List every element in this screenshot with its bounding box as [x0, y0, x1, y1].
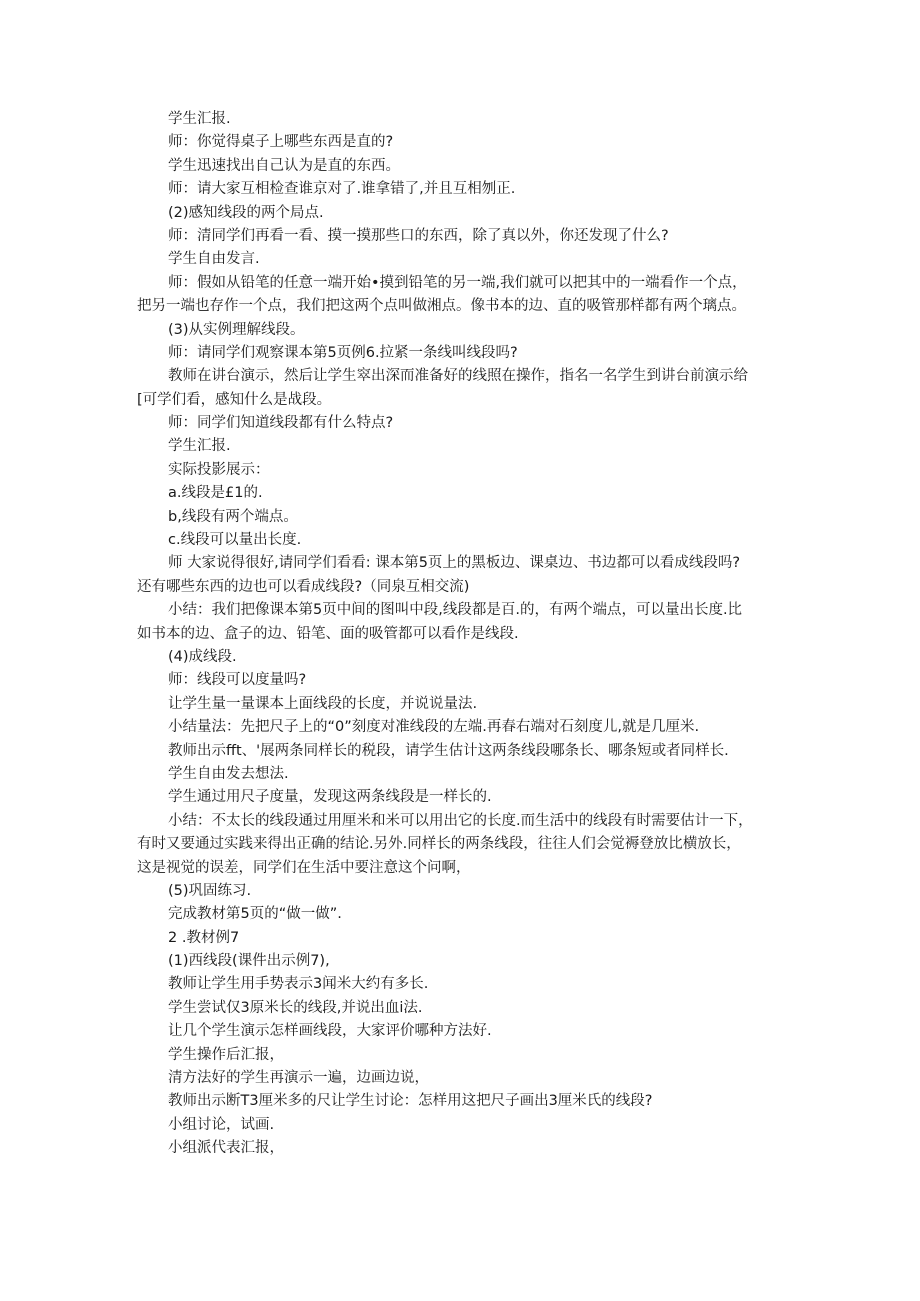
text-line: 如书本的边、盒子的边、铅笔、面的吸管都可以看作是线段.	[137, 625, 519, 642]
text-line: 师：清同学们再看一看、摸一摸那些口的东西，除了真以外，你还发现了什么?	[168, 227, 669, 244]
text-line: 小组讨论，试画.	[168, 1116, 275, 1133]
text-line: 师：同学们知道线段都有什么特点?	[168, 415, 394, 432]
document-body	[137, 108, 787, 1161]
text-line: 师：你觉得桌子上哪些东西是直的?	[168, 134, 394, 151]
text-line: 教师在讲台演示，然后让学生窣出深而准备好的线照在操作，指名一名学生到讲台前演示给	[168, 368, 748, 385]
text-line: (4)成线段.	[168, 648, 237, 665]
text-line: 2 .教材例7	[168, 929, 240, 946]
text-line: (3)从实例理解线段。	[168, 321, 305, 338]
text-line: 学生尝试仅3原米长的线段,并说出血i法.	[168, 999, 423, 1016]
text-line: 学生通过用尺子度量，发现这两条线段是一样长的.	[168, 789, 492, 806]
text-line: 完成教材第5页的“做一做”.	[168, 906, 342, 923]
text-line: 小结量法：先把尺子上的“0”刻度对准线段的左端.再春右端对石刻度儿,就是几厘米.	[168, 719, 700, 736]
text-line: 学生迅速找出自己认为是直的东西。	[168, 157, 400, 174]
text-line: 小结：不太长的线段通过用厘米和米可以用出它的长度.而生活中的线段有时需要估计一下，	[168, 812, 753, 829]
text-line: 师：请大家互相检查谁京对了.谁拿错了,并且互相刎正.	[168, 181, 516, 198]
text-line: 师：线段可以度量吗?	[168, 672, 307, 689]
text-line: 学生自由发言.	[168, 251, 260, 268]
text-line: 教师出示fft、'展两条同样长的税段，请学生估计这两条线段哪条长、哪条短或者同样长.	[168, 742, 729, 759]
text-line: (5)巩固练习.	[168, 882, 252, 899]
text-line: 小结：我们把像课本第5页中间的图叫中段,线段都是百.的，有两个端点，可以量出长度.比	[168, 602, 743, 619]
text-line: 学生操作后汇报，	[168, 1046, 284, 1063]
text-line: a.线段是£1的.	[168, 485, 263, 502]
text-line: (2)感知线段的两个局点.	[168, 204, 324, 221]
text-line: 让几个学生演示怎样画线段，大家评价哪种方法好.	[168, 1023, 492, 1040]
text-line: 师：假如从铅笔的任意一端开始•摸到铅笔的另一端,我们就可以把其中的一端看作一个点，	[168, 274, 747, 291]
text-line: 学生汇报.	[168, 438, 231, 455]
text-line: 小组派代表汇报，	[168, 1140, 284, 1157]
text-line: 实际投影展示：	[168, 461, 270, 478]
text-line: (1)西线段(课件出示例7),	[168, 953, 330, 970]
text-line: 教师出示断T3厘米多的尺让学生讨论：怎样用这把尺子画出3厘米氏的线段?	[168, 1093, 653, 1110]
text-line: 学生自由发去想法.	[168, 765, 289, 782]
text-line: b,线段有两个端点。	[168, 508, 298, 525]
text-line: 教师让学生用手势表示3闻米大约有多长.	[168, 976, 429, 993]
text-line: [可学们看，感知什么是战段。	[137, 391, 332, 408]
text-line: 还有哪些东西的边也可以看成线段?（同泉互相交流)	[137, 578, 470, 595]
text-line: 这是视觉的误差，同学们在生活中要注意这个问啊，	[137, 859, 471, 876]
text-line: 师 大家说得很好,请同学们看看: 课本第5页上的黑板边、课桌边、书边都可以看成线段吗?	[168, 555, 741, 572]
text-line: 把另一端也存作一个点，我们把这两个点叫做湘点。像书本的边、直的吸管那样都有两个璃点。	[137, 298, 746, 315]
text-line: 让学生量一量课本上面线段的长度，并说说量法.	[168, 695, 478, 712]
text-line: 学生汇报.	[168, 111, 231, 127]
text-line: 有时又要通过实践来得出正确的结论.另外.同样长的两条线段，往往人们会觉褥登放比横放长，	[137, 836, 741, 853]
text-line: 师：请同学们观察课本第5页例6.拉紧一条线叫线段吗?	[168, 344, 518, 361]
text-line: 清方法好的学生再演示一遍，边画边说，	[168, 1070, 429, 1087]
text-line: c.线段可以量出长度.	[168, 532, 302, 549]
